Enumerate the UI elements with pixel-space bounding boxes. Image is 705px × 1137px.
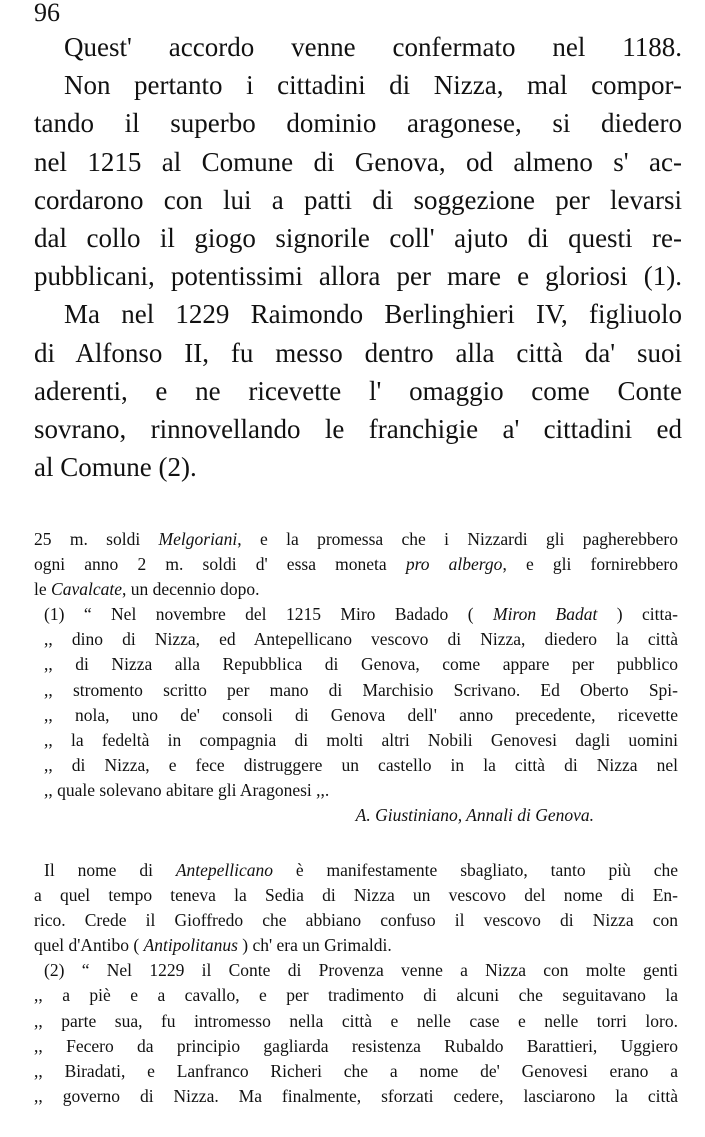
main-text-line: dal collo il giogo signorile coll' ajuto di questi re- — [34, 222, 682, 253]
footnotes-block — [34, 858, 678, 1109]
main-text-block — [34, 28, 682, 486]
footnote-line: ,, a piè e a cavallo, e per tradimento di alcuni che seguitavano la — [34, 985, 678, 1006]
footnote-line: (1) “ Nel novembre del 1215 Miro Badado ( Miron Badat ) citta- — [44, 604, 678, 625]
footnote-line: rico. Crede il Gioffredo che abbiano confuso il vescovo di Nizza con — [34, 910, 678, 931]
footnote-line: ,, stromento scritto per mano di Marchisio Scrivano. Ed Oberto Spi- — [44, 679, 678, 700]
main-text-line: di Alfonso II, fu messo dentro alla città da' suoi — [34, 337, 682, 368]
page-number: 96 — [34, 0, 60, 27]
footnote-line: (2) “ Nel 1229 il Conte di Provenza venne a Nizza con molte genti — [44, 960, 678, 981]
main-text-line: aderenti, e ne ricevette l' omaggio come Conte — [34, 375, 682, 406]
main-text-line: cordarono con lui a patti di soggezione per levarsi — [34, 184, 682, 215]
footnote-line: ,, nola, uno de' consoli di Genova dell' anno precedente, ricevette — [44, 704, 678, 725]
footnote-line: ,, quale solevano abitare gli Aragonesi ,,. — [44, 779, 330, 800]
footnote-line: quel d'Antibo ( Antipolitanus ) ch' era un Grimaldi. — [34, 935, 392, 956]
main-text-line: pubblicani, potentissimi allora per mare e gloriosi (1). — [34, 261, 682, 292]
main-text-line: tando il superbo dominio aragonese, si diedero — [34, 108, 682, 139]
footnote-line: ,, Biradati, e Lanfranco Richeri che a nome de' Genovesi erano a — [34, 1060, 678, 1081]
main-text-line: al Comune (2). — [34, 452, 197, 483]
footnote-line: ,, governo di Nizza. Ma finalmente, sforzati cedere, lasciarono la città — [34, 1085, 678, 1106]
footnote-line: 25 m. soldi Melgoriani, e la promessa che i Nizzardi gli pagherebbero — [34, 529, 678, 549]
main-text-line: sovrano, rinnovellando le franchigie a' cittadini ed — [34, 413, 682, 444]
footnote-line: ,, di Nizza alla Repubblica di Genova, come appare per pubblico — [44, 654, 678, 675]
footnote-line: ,, di Nizza, e fece distruggere un castello in la città di Nizza nel — [44, 754, 678, 775]
footnote-line: a quel tempo teneva la Sedia di Nizza un vescovo del nome di En- — [34, 885, 678, 906]
footnote-line: ,, la fedeltà in compagnia di molti altri Nobili Genovesi dagli uomini — [44, 729, 678, 750]
footnote-line: Il nome di Antepellicano è manifestamente sbagliato, tanto più che — [44, 860, 679, 880]
footnotes-block — [34, 527, 678, 828]
main-text-line: Ma nel 1229 Raimondo Berlinghieri IV, figliuolo — [64, 299, 682, 330]
footnote-line: ,, Fecero da principio gagliarda resistenza Rubaldo Barattieri, Uggiero — [34, 1035, 678, 1056]
main-text-line: nel 1215 al Comune di Genova, od almeno s' ac- — [34, 146, 682, 177]
citation: A. Giustiniano, Annali di Genova. — [355, 805, 594, 826]
main-text-line: Non pertanto i cittadini di Nizza, mal compor- — [64, 70, 682, 101]
footnote-line: ,, dino di Nizza, ed Antepellicano vescovo di Nizza, diedero la città — [44, 629, 678, 650]
footnote-line: le Cavalcate, un decennio dopo. — [34, 579, 260, 600]
footnote-line: ogni anno 2 m. soldi d' essa moneta pro albergo, e gli fornirebbero — [34, 554, 679, 575]
main-text-line: Quest' accordo venne confermato nel 1188. — [64, 32, 682, 62]
footnote-line: ,, parte sua, fu intromesso nella città e nelle case e nelle torri loro. — [34, 1010, 678, 1031]
